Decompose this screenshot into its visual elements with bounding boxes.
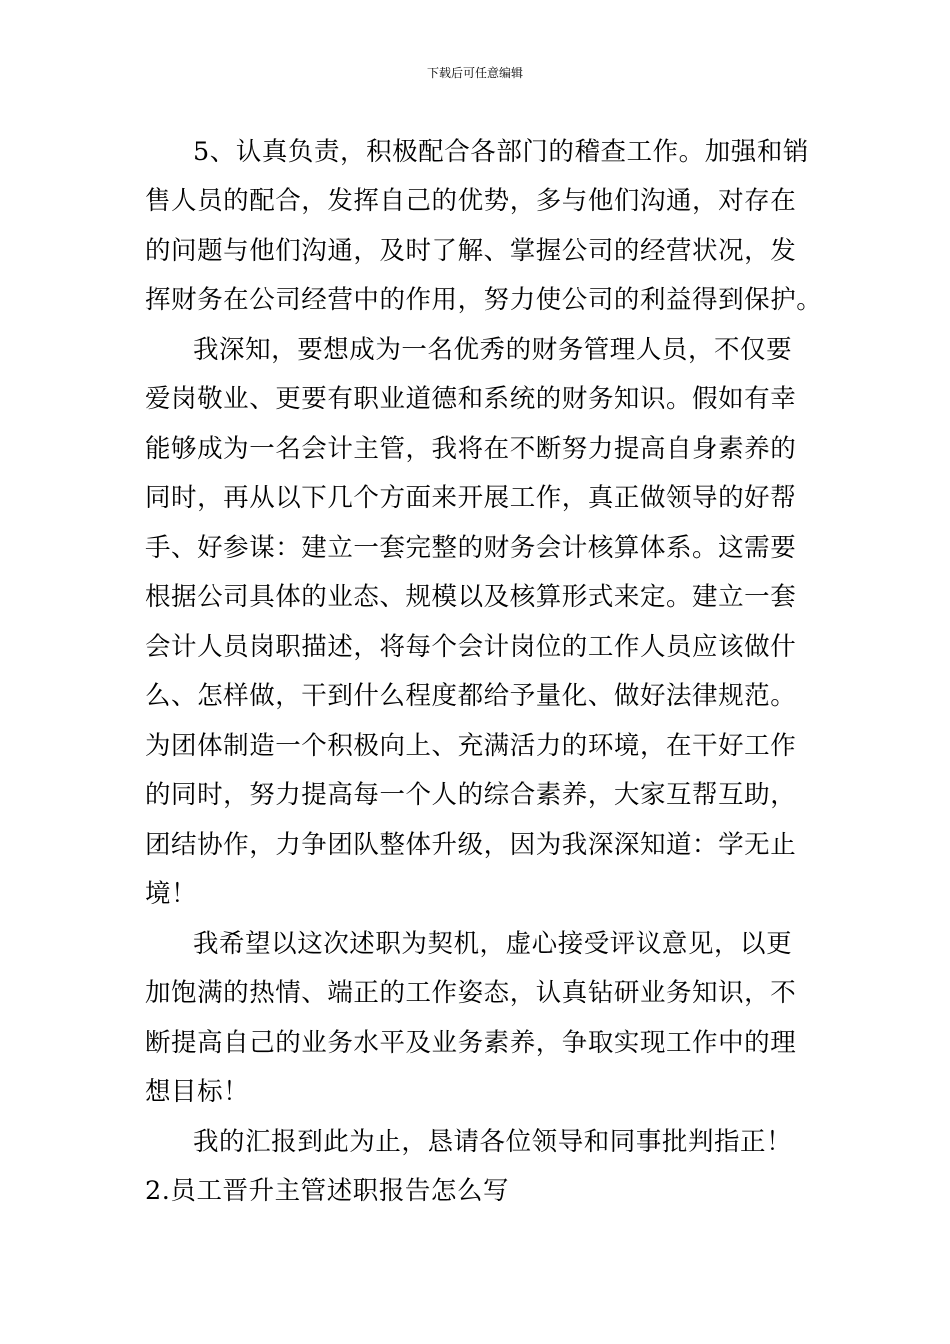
text-line: 同时，再从以下几个方面来开展工作，真正做领导的好帮 xyxy=(145,483,797,513)
page-header-note: 下载后可任意编辑 xyxy=(426,66,523,80)
text-line: 手、好参谋：建立一套完整的财务会计核算体系。这需要 xyxy=(145,533,797,563)
text-line: 挥财务在公司经营中的作用，努力使公司的利益得到保护。 xyxy=(145,285,823,315)
text-line: 的问题与他们沟通，及时了解、掌握公司的经营状况，发 xyxy=(145,236,797,266)
text-line: 境！ xyxy=(145,879,198,909)
text-line: 能够成为一名会计主管，我将在不断努力提高自身素养的 xyxy=(145,434,797,464)
text-line: 断提高自己的业务水平及业务素养，争取实现工作中的理 xyxy=(145,1028,797,1058)
text-line: 售人员的配合，发挥自己的优势，多与他们沟通，对存在 xyxy=(145,186,797,216)
text-line: 爱岗敬业、更要有职业道德和系统的财务知识。假如有幸 xyxy=(145,384,797,414)
text-line: 团结协作，力争团队整体升级，因为我深深知道：学无止 xyxy=(145,830,797,860)
text-line: 么、怎样做，干到什么程度都给予量化、做好法律规范。 xyxy=(145,681,797,711)
text-line: 我的汇报到此为止，恳请各位领导和同事批判指正！ xyxy=(193,1127,793,1157)
text-line: 我希望以这次述职为契机，虚心接受评议意见，以更 xyxy=(193,929,793,959)
text-line: 加饱满的热情、端正的工作姿态，认真钻研业务知识，不 xyxy=(145,978,797,1008)
section-heading: 2.员工晋升主管述职报告怎么写 xyxy=(145,1176,510,1206)
text-line: 为团体制造一个积极向上、充满活力的环境，在干好工作 xyxy=(145,731,797,761)
text-line: 我深知，要想成为一名优秀的财务管理人员，不仅要 xyxy=(193,335,793,365)
text-line: 根据公司具体的业态、规模以及核算形式来定。建立一套 xyxy=(145,582,797,612)
text-line: 会计人员岗职描述，将每个会计岗位的工作人员应该做什 xyxy=(145,632,797,662)
text-line: 想目标！ xyxy=(145,1077,250,1107)
text-line: 的同时，努力提高每一个人的综合素养，大家互帮互助， xyxy=(145,780,797,810)
text-line: 5、认真负责，积极配合各部门的稽查工作。加强和销 xyxy=(193,137,809,167)
